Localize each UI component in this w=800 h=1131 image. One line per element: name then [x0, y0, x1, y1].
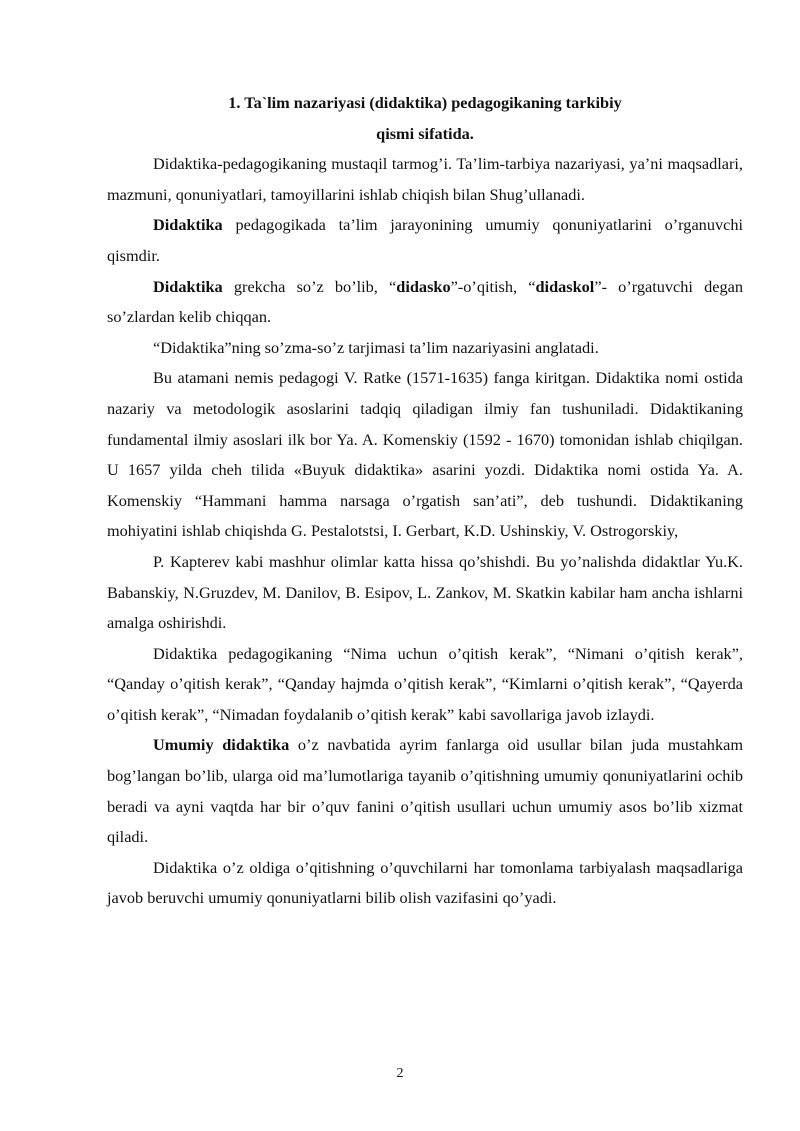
paragraph-text: ”-o’qitish, “ [450, 276, 536, 296]
paragraph-6 [107, 547, 743, 639]
paragraph-text: pedagogikada ta’lim jarayonining umumiy qonuniyatlarini o’rganuvchi qismdir. [107, 215, 743, 265]
paragraph-text: Didaktika o’z oldiga o’qitishning o’quvchilarni har tomonlama tarbiyalash maqsadlariga javob beruvchi umumiy qonuniyatlarni bilib olish vazifasini qo’yadi. [107, 857, 743, 908]
bold-term: didaskol [535, 276, 595, 296]
paragraph-5 [107, 363, 743, 547]
paragraph-8 [107, 730, 743, 852]
paragraph-3 [107, 272, 743, 333]
bold-term: Umumiy didaktika [153, 735, 290, 755]
bold-term: didasko [396, 276, 451, 296]
paragraph-text: Didaktika pedagogikaning “Nima uchun o’qitish kerak”, “Nimani o’qitish kerak”, “Qanday o’qitish kerak”, “Qanday hajmda o’qitish kerak”, “Kimlarni o’qitish kerak”, “Qayerda o’qitish kerak”, “Nimadan foydalanib o’qitish kerak” kabi savollariga javob izlaydi. [107, 643, 743, 724]
paragraph-text: ”- o’rgatuvchi degan so’zlardan kelib chiqqan. [107, 276, 744, 327]
document-page [107, 88, 743, 914]
bold-term: Didaktika [153, 215, 223, 235]
paragraph-4 [107, 333, 743, 364]
paragraph-9 [107, 853, 743, 914]
paragraph-text: Bu atamani nemis pedagogi V. Ratke (1571-1635) fanga kiritgan. Didaktika nomi ostida nazariy va metodologik asoslarini tadqiq qiladigan ilmiy fan tushuniladi. Didaktikaning fundamental ilmiy asoslari ilk bor Ya. A. Komenskiy (1592 - 1670) tomonidan ishlab chiqilgan. U 1657 yilda cheh tilida «Buyuk didaktika» asarini yozdi. Didaktika nomi ostida Ya. A. Komenskiy “Hammani hamma narsaga o’rgatish san’ati”, deb tushundi. Didaktikaning mohiyatini ishlab chiqishda G. Pestalotstsi, I. Gerbart, K.D. Ushinskiy, V. Ostrogorskiy, [107, 368, 743, 541]
paragraph-text: o’z navbatida ayrim fanlarga oid usullar bilan juda mustahkam bog’langan bo’lib, ularga oid ma’lumotlariga tayanib o’qitishning umumiy qonuniyatlarini ochib beradi va ayni vaqtda har bir o’quv fanini o’qitish usullari uchun umumiy asos bo’lib xizmat qiladi. [107, 735, 743, 847]
paragraph-text: P. Kapterev kabi mashhur olimlar katta hissa qo’shishdi. Bu yo’nalishda didaktlar Yu.K. Babanskiy, N.Gruzdev, M. Danilov, B. Esipov, L. Zankov, M. Skatkin kabilar ham ancha ishlarni amalga oshirishdi. [107, 551, 743, 633]
paragraph-text: Didaktika-pedagogikaning mustaqil tarmog’i. Ta’lim-tarbiya nazariyasi, ya’ni maqsadlari, mazmuni, qonuniyatlari, tamoyillarini ishlab chiqish bilan Shug’ullanadi. [107, 154, 743, 204]
paragraph-2 [107, 210, 743, 271]
section-heading-line-2: qismi sifatida. [376, 123, 474, 143]
paragraph-text: grekcha so’z bo’lib, “ [222, 276, 397, 296]
page-number: 2 [396, 1066, 404, 1081]
paragraph-text: “Didaktika”ning so’zma-so’z tarjimasi ta’lim nazariyasini anglatadi. [153, 337, 599, 357]
bold-term: Didaktika [153, 276, 223, 296]
section-heading-line-1: 1. Ta`lim nazariyasi (didaktika) pedagogikaning tarkibiy [228, 93, 622, 112]
paragraph-7 [107, 639, 743, 731]
section-heading [107, 88, 743, 149]
paragraph-1 [107, 149, 743, 210]
